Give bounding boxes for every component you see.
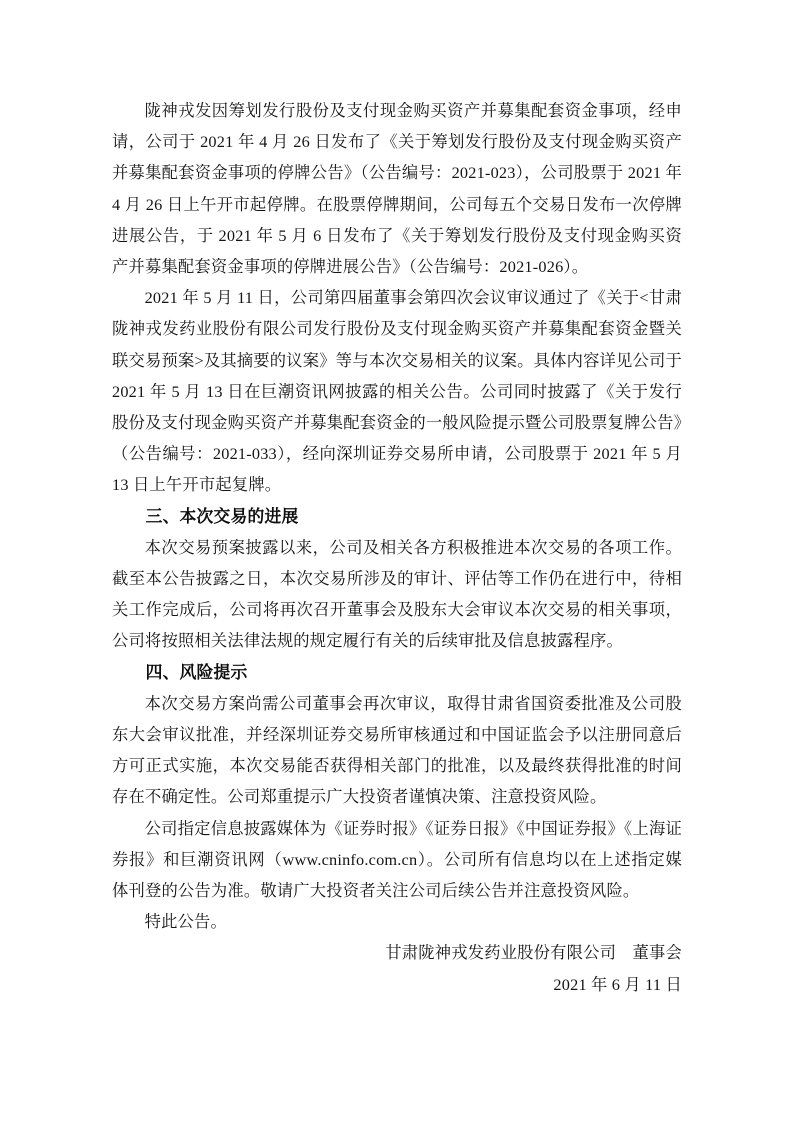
section-heading-risk-notice: 四、风险提示 [145, 662, 248, 682]
paragraph-suspension-history: 陇神戎发因筹划发行股份及支付现金购买资产并募集配套资金事项，经申请，公司于 2021 年 4 月 26 日发布了《关于筹划发行股份及支付现金购买资产并募集配套资金事项的停牌公告》（公告编号：2021-023），公司股票于 2021 年 4 月 26 日上午开市起停牌。在股票停牌期间，公司每五个交易日发布一次停牌进展公告，于 2021 年 5 月 6 日发布了《关于筹划发行股份及支付现金购买资产并募集配套资金事项的停牌进展公告》（公告编号：2021-026）。 [112, 101, 682, 277]
paragraph-disclosure-media: 公司指定信息披露媒体为《证券时报》《证券日报》《中国证券报》《上海证券报》和巨潮资讯网（www.cninfo.com.cn）。公司所有信息均以在上述指定媒体刊登的公告为准。敬请广大投资者关注公司后续公告并注意投资风险。 [112, 818, 682, 901]
paragraph-board-approval: 2021 年 5 月 11 日，公司第四届董事会第四次会议审议通过了《关于<甘肃陇神戎发药业股份有限公司发行股份及支付现金购买资产并募集配套资金暨关联交易预案>及其摘要的议案》等与本次交易相关的议案。具体内容详见公司于 2021 年 5 月 13 日在巨潮资讯网披露的相关公告。公司同时披露了《关于发行股份及支付现金购买资产并募集配套资金的一般风险提示暨公司股票复牌公告》（公告编号：2021-033），经向深圳证券交易所申请，公司股票于 2021 年 5 月 13 日上午开市起复牌。 [112, 288, 682, 495]
section-heading-transaction-progress: 三、本次交易的进展 [145, 506, 299, 526]
document-body [112, 95, 682, 1000]
company-signature: 甘肃陇神戎发药业股份有限公司 董事会 [385, 943, 682, 963]
paragraph-risk-notice: 本次交易方案尚需公司董事会再次审议，取得甘肃省国资委批准及公司股东大会审议批准，并经深圳证券交易所审核通过和中国证监会予以注册同意后方可正式实施，本次交易能否获得相关部门的批准，以及最终获得批准的时间存在不确定性。公司郑重提示广大投资者谨慎决策、注意投资风险。 [112, 693, 682, 807]
closing-statement: 特此公告。 [144, 912, 228, 932]
paragraph-transaction-progress: 本次交易预案披露以来，公司及相关各方积极推进本次交易的各项工作。截至本公告披露之日，本次交易所涉及的审计、评估等工作仍在进行中，待相关工作完成后，公司将再次召开董事会及股东大会审议本次交易的相关事项，公司将按照相关法律法规的规定履行有关的后续审批及信息披露程序。 [112, 537, 682, 651]
announcement-date: 2021 年 6 月 11 日 [553, 974, 682, 994]
